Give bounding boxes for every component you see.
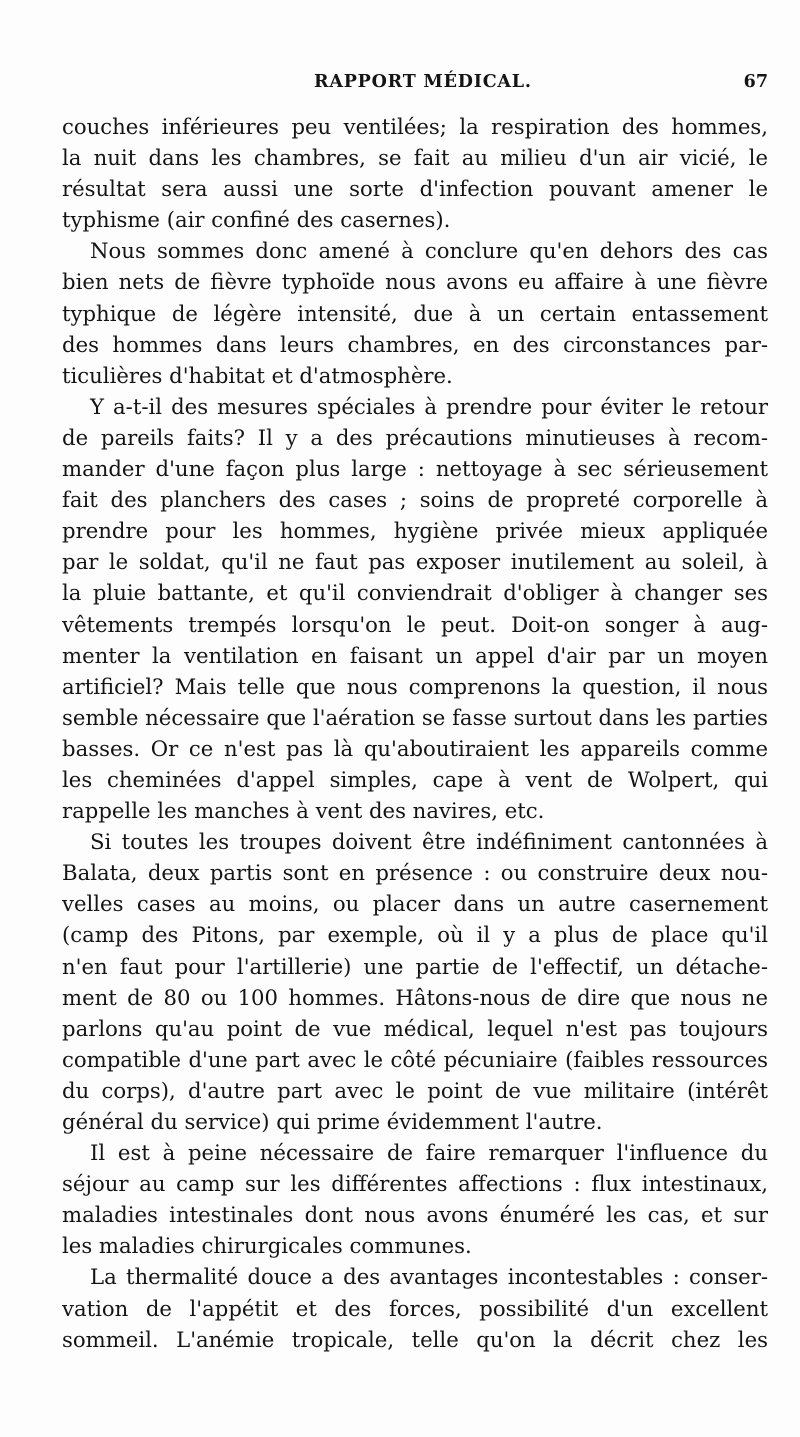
text-line: Si toutes les troupes doivent être indéfiniment cantonnées à (90, 829, 768, 855)
text-line: séjour au camp sur les différentes affections : flux intestinaux, (62, 1171, 768, 1197)
text-line: menter la ventilation en faisant un appel d'air par un moyen (62, 642, 768, 668)
text-line: velles cases au moins, ou placer dans un autre casernement (62, 891, 768, 917)
text-line: Nous sommes donc amené à conclure qu'en dehors des cas (90, 238, 768, 264)
text-line: résultat sera aussi une sorte d'infection pouvant amener le (62, 176, 768, 202)
text-line: mander d'une façon plus large : nettoyage à sec sérieusement (62, 456, 768, 482)
text-line: (camp des Pitons, par exemple, où il y a plus de place qu'il (62, 922, 768, 948)
page-number: 67 (743, 72, 768, 92)
text-line: parlons qu'au point de vue médical, lequel n'est pas toujours (62, 1015, 768, 1041)
text-line: général du service) qui prime évidemment l'autre. (62, 1109, 603, 1134)
text-line: Y a-t-il des mesures spéciales à prendre pour éviter le retour (90, 393, 768, 419)
running-title: RAPPORT MÉDICAL. (314, 72, 532, 92)
body-text (62, 111, 768, 1355)
text-line: typhisme (air confiné des casernes). (62, 207, 451, 233)
text-line: couches inférieures peu ventilées; la respiration des hommes, (62, 114, 768, 139)
text-line: vation de l'appétit et des forces, possibilité d'un excellent (62, 1295, 768, 1321)
text-line: La thermalité douce a des avantages incontestables : conser- (90, 1264, 768, 1290)
text-line: Il est à peine nécessaire de faire remarquer l'influence du (90, 1140, 768, 1166)
text-line: typhique de légère intensité, due à un certain entassement (62, 300, 768, 326)
text-line: les cheminées d'appel simples, cape à vent de Wolpert, qui (62, 766, 768, 792)
text-line: ticulières d'habitat et d'atmosphère. (62, 362, 453, 388)
text-line: du corps), d'autre part avec le point de vue militaire (intérêt (62, 1077, 768, 1103)
text-line: maladies intestinales dont nous avons énuméré les cas, et sur (62, 1202, 768, 1228)
text-line: la nuit dans les chambres, se fait au milieu d'un air vicié, le (62, 145, 768, 171)
text-line: fait des planchers des cases ; soins de propreté corporelle à (62, 487, 768, 513)
text-line: semble nécessaire que l'aération se fasse surtout dans les parties (62, 704, 768, 730)
text-line: rappelle les manches à vent des navires, etc. (62, 798, 545, 824)
text-line: des hommes dans leurs chambres, en des circonstances par- (62, 331, 768, 357)
text-line: basses. Or ce n'est pas là qu'aboutiraient les appareils comme (62, 735, 768, 761)
text-line: de pareils faits? Il y a des précautions minutieuses à recom- (62, 424, 768, 450)
page-header (62, 68, 768, 98)
text-line: n'en faut pour l'artillerie) une partie de l'effectif, un détache- (62, 953, 768, 979)
text-line: vêtements trempés lorsqu'on le peut. Doit-on songer à aug- (62, 611, 768, 637)
text-line: compatible d'une part avec le côté pécuniaire (faibles ressources (62, 1046, 768, 1072)
text-line: prendre pour les hommes, hygiène privée mieux appliquée (62, 518, 768, 544)
text-line: les maladies chirurgicales communes. (62, 1233, 472, 1259)
text-line: la pluie battante, et qu'il conviendrait d'obliger à changer ses (62, 580, 768, 606)
text-line: artificiel? Mais telle que nous comprenons la question, il nous (62, 673, 768, 699)
text-line: sommeil. L'anémie tropicale, telle qu'on la décrit chez les (62, 1326, 768, 1352)
text-line: Balata, deux partis sont en présence : ou construire deux nou- (62, 860, 768, 886)
text-line: par le soldat, qu'il ne faut pas exposer inutilement au soleil, à (62, 549, 768, 575)
text-line: bien nets de fièvre typhoïde nous avons eu affaire à une fièvre (62, 269, 768, 295)
text-line: ment de 80 ou 100 hommes. Hâtons-nous de dire que nous ne (62, 984, 768, 1010)
